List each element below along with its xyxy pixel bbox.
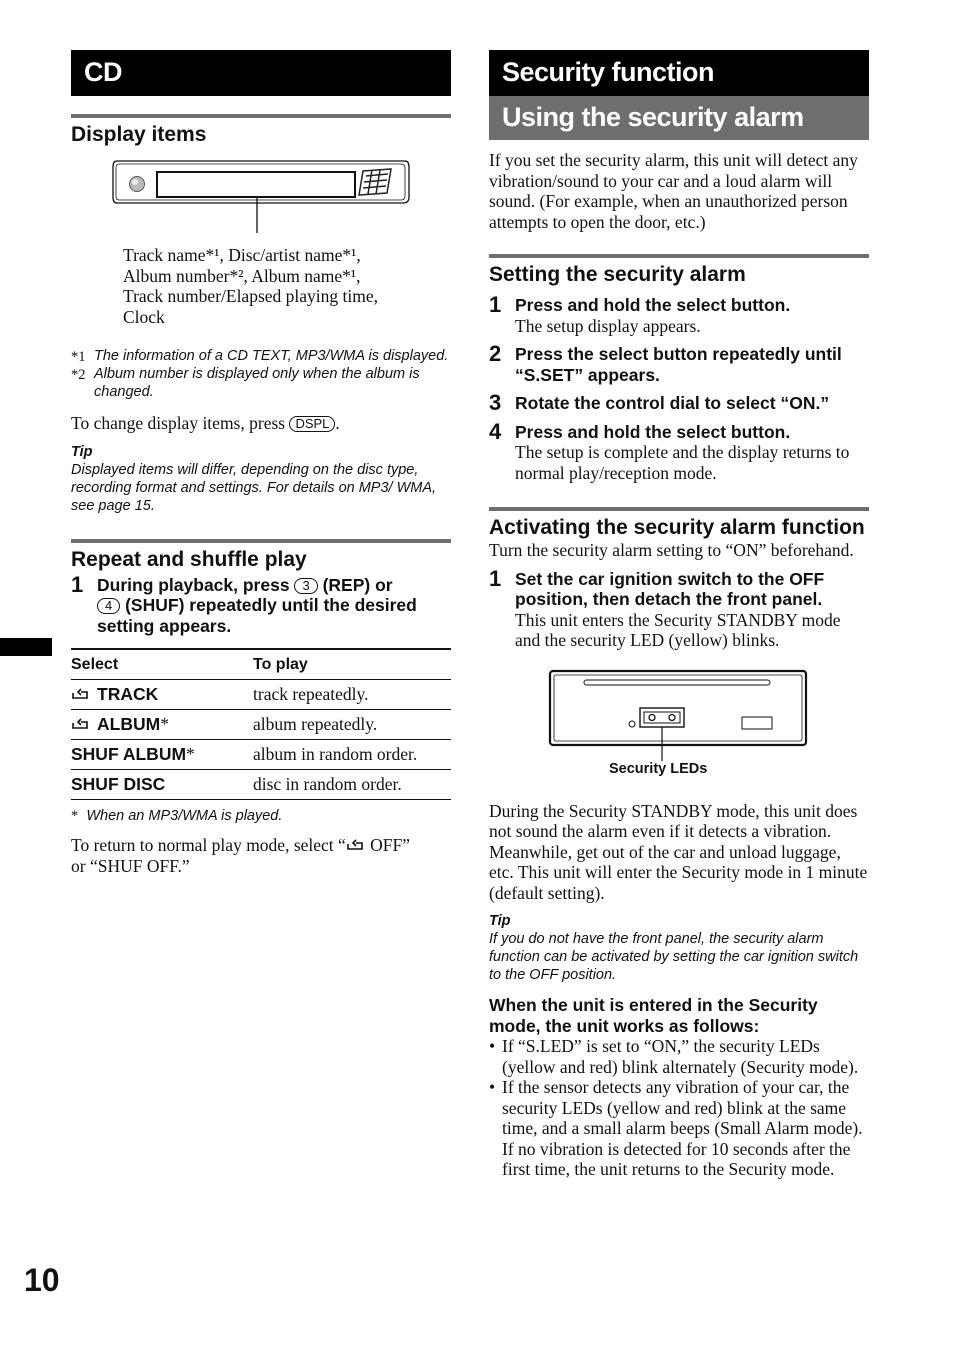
- select-value: ALBUM: [97, 714, 161, 734]
- step-number: 1: [489, 565, 502, 591]
- select-cell: [71, 770, 253, 800]
- table-footnote: [71, 807, 451, 825]
- tip-label: Tip: [71, 443, 93, 460]
- standby-description: During the Security STANDBY mode, this unit does not sound the alarm even if it detects a vibration. Meanwhile, get out of the car and unload luggage, etc. This unit will enter the Security mode in 1 minute (default setting).: [489, 800, 868, 903]
- security-led-figure: [489, 669, 869, 791]
- tip-label: Tip: [489, 913, 511, 929]
- right-column: [489, 50, 869, 1180]
- repeat-icon: [71, 718, 91, 732]
- step-title: [97, 575, 451, 637]
- change-end: .: [335, 413, 340, 433]
- dspl-button-label: DSPL: [289, 416, 335, 432]
- bullet-continued: If no vibration is detected for 10 seconds after the first time, the unit returns to the Security mode.: [502, 1138, 851, 1179]
- repeat-icon: [71, 688, 91, 702]
- footnote-2: [71, 365, 451, 401]
- repeat-step-1: [71, 571, 451, 637]
- return-text: To return to normal play mode, select “: [71, 835, 346, 855]
- bullet-item: [489, 1036, 869, 1077]
- table-row: [71, 740, 451, 770]
- table-header-row: [71, 649, 451, 680]
- repeat-shuffle-heading: Repeat and shuffle play: [71, 547, 307, 571]
- select-cell: [71, 740, 253, 770]
- bullet-item: [489, 1077, 869, 1180]
- header-select: Select: [71, 649, 253, 680]
- section-title-cd: CD: [71, 50, 451, 96]
- bullet-text: If “S.LED” is set to “ON,” the security LEDs (yellow and red) blink alternately (Security mode).: [502, 1036, 859, 1077]
- step-text: (SHUF) repeatedly until the desired setting appears.: [97, 595, 417, 636]
- step-title: Press and hold the select button.: [515, 421, 791, 442]
- select-value: SHUF ALBUM: [71, 744, 187, 764]
- step-title: Press the select button repeatedly until “S.SET” appears.: [515, 344, 842, 385]
- play-cell: album in random order.: [253, 740, 451, 770]
- change-display-instruction: [71, 413, 451, 434]
- step-desc: This unit enters the Security STANDBY mode and the security LED (yellow) blinks.: [515, 609, 841, 650]
- table-row: [71, 680, 451, 710]
- footnote-mark: *2: [71, 367, 86, 383]
- button-4-label: 4: [97, 598, 120, 614]
- return-text: OFF”: [365, 835, 411, 855]
- activating-alarm-heading: Activating the security alarm function: [489, 516, 865, 539]
- footnote-text: The information of a CD TEXT, MP3/WMA is displayed.: [94, 348, 449, 364]
- caption-line: Track number/Elapsed playing time,: [123, 286, 378, 306]
- chapter-tab-marker: [0, 638, 52, 656]
- footnote-mark: *: [71, 808, 79, 824]
- play-cell: album repeatedly.: [253, 710, 451, 740]
- unit-display-figure: [71, 157, 451, 269]
- play-cell: disc in random order.: [253, 770, 451, 800]
- change-text: To change display items, press: [71, 413, 286, 433]
- table-row: [71, 710, 451, 740]
- caption-line: Clock: [123, 306, 165, 327]
- repeat-icon: [346, 839, 366, 853]
- select-value: TRACK: [97, 684, 159, 704]
- step-text: (REP) or: [322, 574, 393, 595]
- step-title: Set the car ignition switch to the OFF position, then detach the front panel.: [515, 568, 825, 609]
- select-cell: [71, 710, 253, 740]
- step-number: 2: [489, 341, 502, 366]
- step-desc: The setup is complete and the display returns to normal play/reception mode.: [515, 442, 850, 483]
- caption-line: Track name*¹, Disc/artist name*¹,: [123, 245, 361, 265]
- step-number: 4: [489, 418, 502, 444]
- select-cell: [71, 680, 253, 710]
- works-heading: When the unit is entered in the Security mode, the unit works as follows:: [489, 995, 818, 1036]
- bullet-dot: •: [489, 1036, 496, 1056]
- setting-step-1: [489, 292, 869, 336]
- footnote-mark: *1: [71, 349, 86, 365]
- setting-step-2: [489, 341, 869, 385]
- step-title: Press and hold the select button.: [515, 295, 791, 315]
- select-table: [71, 648, 451, 800]
- footnote-text: Album number is displayed only when the album is changed.: [94, 366, 420, 400]
- step-text: During playback, press: [97, 574, 290, 595]
- tip-text: If you do not have the front panel, the security alarm function can be activated by setting the car ignition switch to the OFF position.: [489, 931, 859, 983]
- unit-chassis-figure: [489, 669, 869, 769]
- caption-line: Album number*², Album name*¹,: [123, 265, 361, 286]
- bullet-dot: •: [489, 1077, 496, 1097]
- step-number: 1: [71, 571, 84, 597]
- asterisk: *: [186, 744, 195, 764]
- select-value: SHUF DISC: [71, 774, 166, 794]
- page-number: 10: [24, 1262, 60, 1298]
- asterisk: *: [160, 714, 169, 734]
- footnote-text: When an MP3/WMA is played.: [86, 808, 283, 824]
- step-number: 1: [489, 292, 502, 317]
- footnote-1: [71, 347, 451, 365]
- step-title: Rotate the control dial to select “ON.”: [515, 393, 830, 413]
- section-title-security: Security function: [489, 50, 869, 96]
- table-row: [71, 770, 451, 800]
- subsection-title-alarm: Using the security alarm: [489, 96, 869, 140]
- step-number: 3: [489, 390, 502, 415]
- bullet-text: If the sensor detects any vibration of your car, the security LEDs (yellow and red) blink at the same time, and a small alarm beeps (Small Alarm mode).: [502, 1077, 863, 1138]
- header-to-play: To play: [253, 649, 451, 680]
- setting-alarm-heading: Setting the security alarm: [489, 263, 746, 286]
- security-intro: If you set the security alarm, this unit will detect any vibration/sound to your car and a loud alarm will sound. (For example, when an unauthorized person attempts to open the door, etc.): [489, 150, 858, 232]
- activating-intro: Turn the security alarm setting to “ON” beforehand.: [489, 540, 854, 560]
- security-leds-label: Security LEDs: [609, 760, 708, 777]
- setting-step-4: [489, 418, 869, 484]
- display-illustration: [71, 157, 451, 269]
- return-text: or “SHUF OFF.”: [71, 855, 190, 876]
- activating-step-1: [489, 565, 869, 651]
- step-desc: The setup display appears.: [515, 315, 701, 336]
- return-normal-instruction: [71, 835, 451, 876]
- button-3-label: 3: [294, 578, 317, 594]
- play-cell: track repeatedly.: [253, 680, 451, 710]
- tip-text: Displayed items will differ, depending on the disc type, recording format and settings. For details on MP3/ WMA, see page 15.: [71, 461, 437, 514]
- display-items-heading: Display items: [71, 123, 207, 146]
- left-column: [71, 50, 451, 876]
- setting-step-3: [489, 390, 869, 415]
